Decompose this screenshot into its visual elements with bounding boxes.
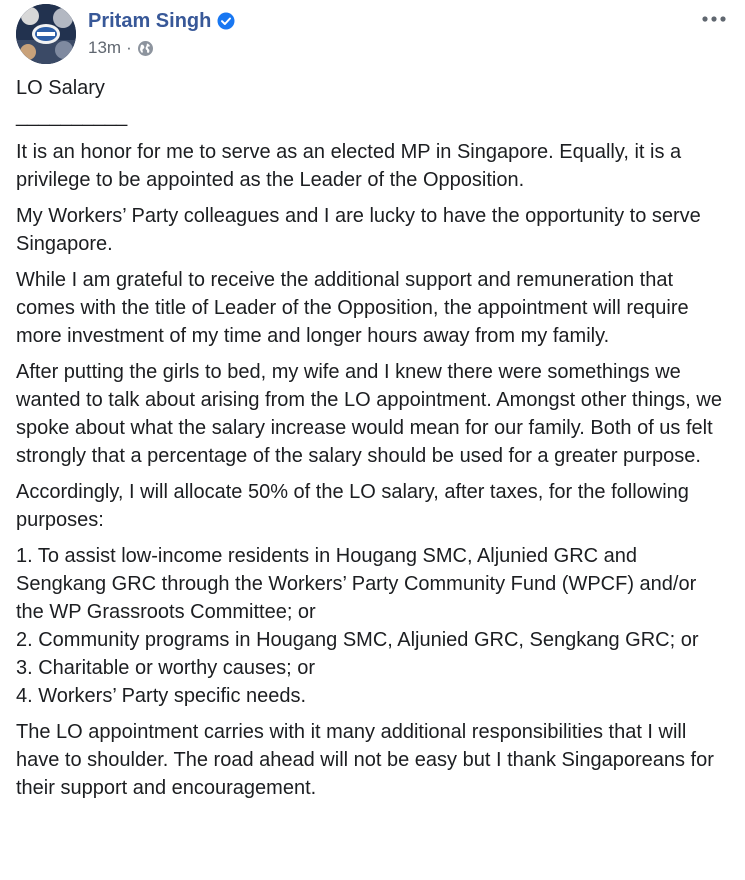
paragraph-4: After putting the girls to bed, my wife and I knew there were somethings we wanted to talk about arising from the LO appointment. Amongst other things, we spoke about what the salary increase would mean for our family. Both of us felt strongly that a percentage of the salary should be used for a greater purpose. <box>16 361 722 467</box>
paragraph-2: My Workers’ Party colleagues and I are lucky to have the opportunity to serve Singapore. <box>16 205 701 255</box>
post-meta <box>88 37 235 59</box>
post-title: LO Salary <box>16 77 105 99</box>
verified-badge-icon <box>217 12 235 30</box>
paragraph-5: Accordingly, I will allocate 50% of the LO salary, after taxes, for the following purposes: <box>16 481 689 531</box>
paragraph-3: While I am grateful to receive the additional support and remuneration that comes with the title of Leader of the Opposition, the appointment will require more investment of my time and longer hours away from my family. <box>16 269 689 347</box>
paragraph-6: The LO appointment carries with it many additional responsibilities that I will have to shoulder. The road ahead will not be easy but I thank Singaporeans for their support and encouragement. <box>16 721 714 799</box>
list-item: 3. Charitable or worthy causes; or <box>16 657 316 679</box>
more-options-button[interactable] <box>699 8 729 30</box>
list-item: 4. Workers’ Party specific needs. <box>16 685 307 707</box>
avatar[interactable] <box>16 4 76 64</box>
paragraph-1: It is an honor for me to serve as an elected MP in Singapore. Equally, it is a privilege to be appointed as the Leader of the Opposition. <box>16 141 682 191</box>
author-block <box>88 8 235 59</box>
avatar-image-icon <box>16 4 76 64</box>
author-name[interactable]: Pritam Singh <box>88 9 212 32</box>
title-underline: __________ <box>16 105 128 127</box>
author-row <box>88 8 235 34</box>
post-timestamp[interactable]: 13m <box>88 38 122 57</box>
meta-separator: · <box>126 38 132 57</box>
purposes-list <box>16 542 729 710</box>
post-body <box>16 74 729 810</box>
list-item: 1. To assist low-income residents in Hougang SMC, Aljunied GRC and Sengkang GRC through the Workers’ Party Community Fund (WPCF) and/or the WP Grassroots Committee; or <box>16 545 697 623</box>
list-item: 2. Community programs in Hougang SMC, Aljunied GRC, Sengkang GRC; or <box>16 629 699 651</box>
more-options-icon <box>701 15 727 23</box>
globe-icon[interactable] <box>137 40 154 57</box>
post-header <box>16 4 729 68</box>
